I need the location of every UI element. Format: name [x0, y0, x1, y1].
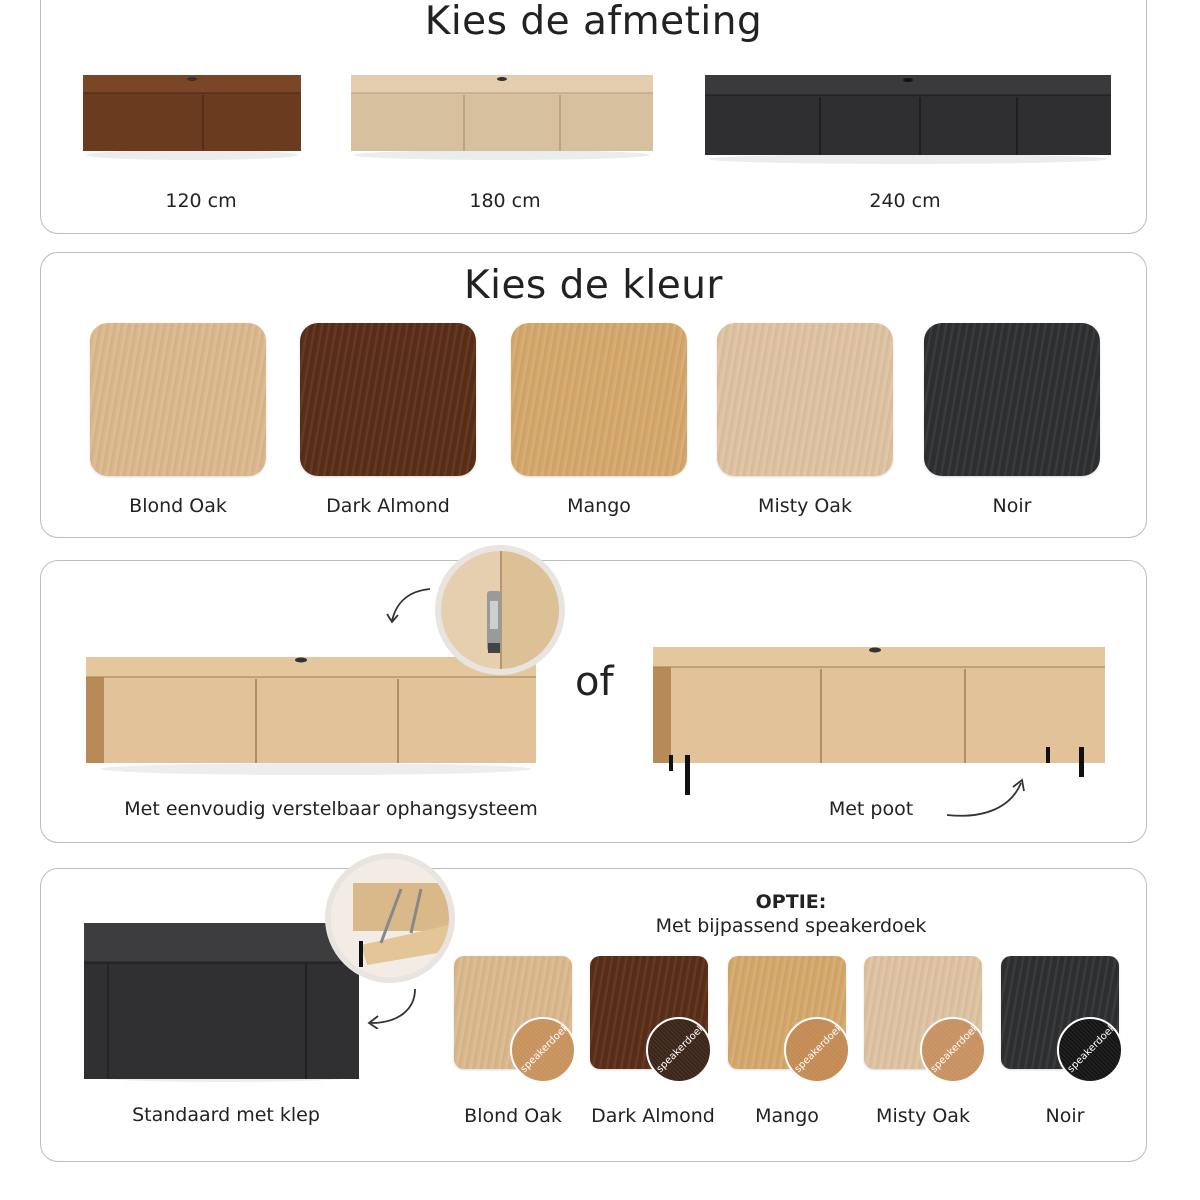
size-label-120: 120 cm — [165, 190, 237, 212]
color-swatch-mango[interactable] — [511, 323, 687, 476]
option-subtitle: Met bijpassend speakerdoek — [655, 915, 927, 937]
bracket-detail-image — [435, 545, 565, 675]
speaker-cloth-badge — [646, 1017, 712, 1083]
color-swatch-misty-oak[interactable] — [717, 323, 893, 476]
curved-arrow-up-icon — [945, 775, 1025, 821]
color-swatch-dark-almond[interactable] — [300, 323, 476, 476]
cabinet-240-image[interactable] — [705, 75, 1111, 165]
mount-panel — [40, 560, 1147, 843]
color-label-mango: Mango — [567, 495, 631, 517]
speaker-cloth-badge — [510, 1017, 576, 1083]
badge-text: speakerdoek — [518, 1022, 572, 1075]
or-text: of — [575, 659, 614, 705]
color-title: Kies de kleur — [464, 263, 723, 308]
size-label-180: 180 cm — [469, 190, 541, 212]
color-panel — [40, 252, 1147, 538]
color-swatch-blond-oak[interactable] — [90, 323, 266, 476]
fabric-label-dark-almond: Dark Almond — [591, 1105, 715, 1127]
fabric-label-mango: Mango — [755, 1105, 819, 1127]
curved-arrow-icon — [386, 585, 436, 627]
size-title: Kies de afmeting — [424, 0, 763, 44]
size-label-240: 240 cm — [869, 190, 941, 212]
curved-arrow-left-icon — [363, 987, 423, 1029]
fabric-label-blond-oak: Blond Oak — [464, 1105, 562, 1127]
leg-label: Met poot — [828, 798, 914, 820]
standard-flap-label: Standaard met klep — [132, 1104, 320, 1126]
badge-text: speakerdoek — [1065, 1022, 1119, 1075]
badge-text: speakerdoek — [654, 1022, 708, 1075]
color-swatch-noir[interactable] — [924, 323, 1100, 476]
color-label-misty-oak: Misty Oak — [758, 495, 852, 517]
wall-mount-label: Met eenvoudig verstelbaar ophangsysteem — [124, 798, 538, 820]
size-panel — [40, 0, 1147, 234]
color-label-dark-almond: Dark Almond — [326, 495, 450, 517]
color-label-blond-oak: Blond Oak — [129, 495, 227, 517]
standard-cabinet-image[interactable] — [84, 923, 359, 1083]
badge-text: speakerdoek — [792, 1022, 846, 1075]
cabinet-120-image[interactable] — [83, 75, 301, 161]
speaker-cloth-badge — [1057, 1017, 1123, 1083]
fabric-label-misty-oak: Misty Oak — [876, 1105, 970, 1127]
badge-text: speakerdoek — [928, 1022, 982, 1075]
color-label-noir: Noir — [992, 495, 1032, 517]
speaker-cloth-badge — [784, 1017, 850, 1083]
cabinet-180-image[interactable] — [351, 75, 653, 161]
legged-cabinet-image[interactable] — [653, 637, 1105, 797]
option-panel — [40, 868, 1147, 1162]
fabric-label-noir: Noir — [1045, 1105, 1085, 1127]
speaker-cloth-badge — [920, 1017, 986, 1083]
flap-detail-image — [325, 853, 455, 983]
option-title: OPTIE: — [755, 891, 827, 913]
